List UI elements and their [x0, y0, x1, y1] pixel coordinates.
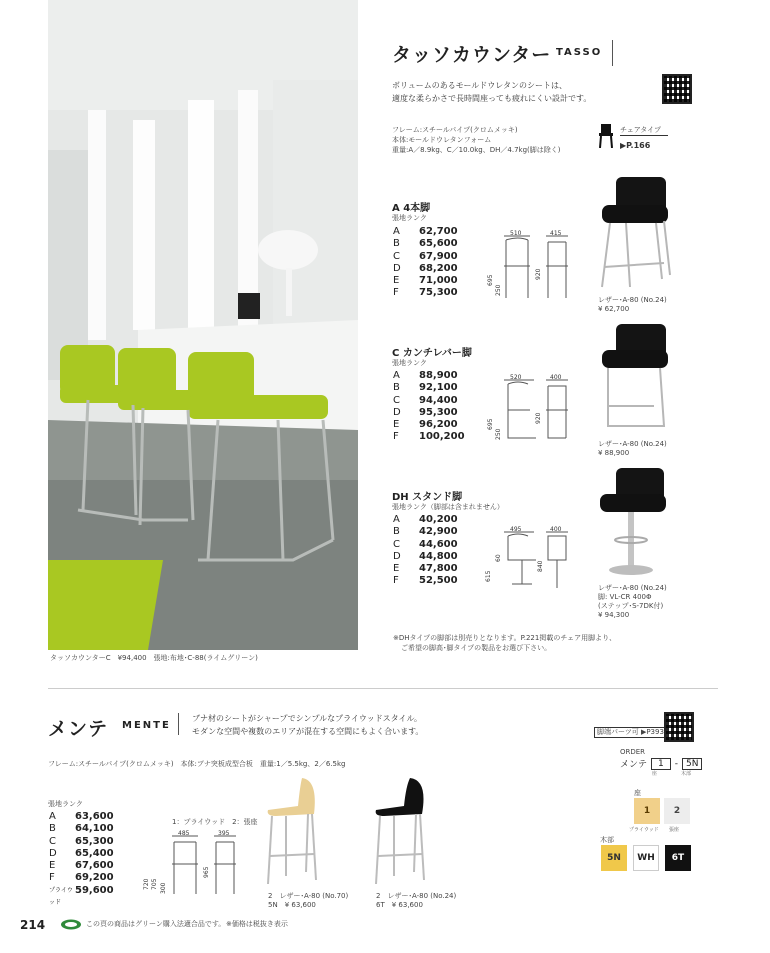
chair-photo-a	[596, 175, 676, 293]
dim-h1: 720	[143, 878, 150, 890]
mente-title-en: MENTE	[122, 720, 171, 731]
spec-frame: フレーム:スチールパイプ(クロムメッキ)	[392, 126, 518, 134]
price-row: F 75,300	[393, 287, 458, 299]
dim-sh: 965	[203, 866, 210, 878]
dim-d: 415	[550, 230, 562, 237]
dim-sh: 840	[537, 560, 544, 572]
chair-type-label: チェアタイプ	[620, 126, 668, 136]
product-title: タッソカウンター	[392, 44, 552, 66]
mente-chair-photo-plywood	[262, 776, 332, 888]
seat-option-plywood[interactable]: 1	[634, 798, 660, 824]
title-divider	[612, 40, 613, 66]
dim-sh: 920	[535, 412, 542, 424]
dim-h: 695	[487, 418, 494, 430]
footnote-line-1: ※DHタイプの脚部は別売りとなります。P.221掲載のチェア用脚より、	[393, 634, 617, 642]
note-c-1: レザー･A-80 (No.24)	[598, 440, 667, 448]
chair-type-icon	[598, 124, 614, 148]
page-number: 214	[20, 918, 46, 932]
wood-option-5n[interactable]: 5N	[601, 845, 627, 871]
price-row: E 71,000	[393, 275, 458, 287]
hero-photo-illustration	[48, 0, 358, 650]
rank-label-a: 張地ランク	[392, 214, 427, 222]
dim-h: 695	[487, 274, 494, 286]
note-dh-3: (ステップ･S-7DK付)	[598, 602, 664, 610]
order-separator: -	[674, 758, 678, 769]
price-row: D 65,400	[49, 847, 114, 859]
price-list-dh	[393, 514, 458, 588]
order-sub-wood: 木部	[681, 771, 692, 777]
price-row: D 95,300	[393, 406, 458, 418]
chair-photo-c	[596, 322, 676, 434]
product-title-en: TASSO	[556, 47, 603, 58]
dim-h: 615	[485, 570, 492, 582]
mente-desc-1: ブナ材のシートがシャープでシンプルなプライウッドスタイル。	[192, 714, 422, 723]
dim-w: 485	[178, 830, 190, 837]
order-box-wood: 5N	[682, 758, 702, 770]
mente-caption-1b: 5N ¥ 63,600	[268, 901, 316, 909]
order-sub-seat: 座	[652, 771, 658, 777]
green-note: この頁の商品はグリーン購入法適合品です。	[86, 920, 226, 928]
desc-line-1: ボリュームのあるモールドウレタンのシートは、	[392, 81, 567, 90]
dim-w: 520	[510, 374, 522, 381]
dim-low: 250	[495, 428, 502, 440]
price-row: D 44,800	[393, 550, 458, 562]
section-title-dh: DH スタンド脚	[392, 492, 463, 503]
hero-caption: タッソカウンターC ¥94,400 張地:布地･C-88(ライムグリーン)	[50, 654, 258, 662]
tax-note: ※価格は税抜き表示	[226, 920, 288, 928]
price-row: F 52,500	[393, 575, 458, 587]
seat-option-upholstered[interactable]: 2	[664, 798, 690, 824]
dim-d: 400	[550, 374, 562, 381]
price-row: B 65,600	[393, 238, 458, 250]
dim-w: 495	[510, 526, 522, 533]
price-row: C 94,400	[393, 394, 458, 406]
mente-chair-photo-black	[370, 776, 440, 888]
chair-photo-dh	[594, 466, 674, 578]
mente-rank-label: 張地ランク	[48, 800, 83, 808]
note-a-1: レザー･A-80 (No.24)	[598, 296, 667, 304]
wood-option-wh[interactable]: WH	[633, 845, 659, 871]
order-code	[620, 748, 702, 777]
price-row: B 42,900	[393, 526, 458, 538]
mente-caption-1a: 2 レザー･A-80 (No.70)	[268, 892, 349, 900]
chair-type-link[interactable]: ▶P.166	[620, 141, 651, 150]
seat-option-plywood-name: プライウッド	[629, 827, 659, 833]
price-row: A 40,200	[393, 514, 458, 525]
mente-title: メンテ	[48, 718, 109, 740]
dimension-diagram-c	[478, 374, 588, 446]
desc-line-2: 適度な柔らかさで長時間座っても疲れにくい設計です。	[392, 94, 592, 103]
section-divider	[48, 688, 718, 689]
price-row: F 100,200	[393, 431, 465, 443]
seat-option-label: 座	[634, 789, 641, 797]
dimension-diagram-dh	[478, 526, 588, 592]
dim-low: 250	[495, 284, 502, 296]
section-title-a: A 4本脚	[392, 203, 431, 214]
price-row: A 62,700	[393, 226, 458, 237]
dim-w: 510	[510, 230, 522, 237]
green-purchasing-icon	[60, 919, 82, 930]
price-list-c	[393, 370, 465, 444]
note-c-2: ¥ 88,900	[598, 449, 630, 457]
order-name: メンテ	[620, 760, 648, 770]
wood-option-label: 木部	[600, 836, 614, 844]
price-row: E 96,200	[393, 419, 458, 431]
spec-body: 本体:モールドウレタンフォーム	[392, 136, 492, 144]
note-dh-1: レザー･A-80 (No.24)	[598, 584, 667, 592]
price-row: プライウッド 59,600	[49, 884, 114, 907]
mente-desc-2: モダンな空間や複数のエリアが混在する空間にもよく合います。	[192, 727, 424, 736]
price-row: F 69,200	[49, 872, 114, 884]
mente-price-list	[49, 811, 114, 909]
spec-weight: 重量:A／8.9kg、C／10.0kg、DH／4.7kg(脚は除く)	[392, 146, 561, 154]
mente-diagram-label: 1：プライウッド 2：張座	[172, 818, 258, 826]
price-row: E 47,800	[393, 563, 458, 575]
mente-qr-code-icon[interactable]	[664, 712, 694, 742]
note-dh-4: ¥ 94,300	[598, 611, 630, 619]
dim-low: 300	[160, 882, 167, 894]
rank-label-c: 張地ランク	[392, 359, 427, 367]
price-row: D 68,200	[393, 262, 458, 274]
mente-dimension-diagram	[138, 828, 248, 898]
note-dh-2: 脚: VL-CR 400Φ	[598, 593, 652, 601]
dim-sh: 920	[535, 268, 542, 280]
parts-badge[interactable]: 脚端パーツ可 ▶P393	[594, 727, 667, 738]
price-row: B 92,100	[393, 382, 458, 394]
dim-d: 400	[550, 526, 562, 533]
mente-spec: フレーム:スチールパイプ(クロムメッキ) 本体:ブナ突板成型合板 重量:1／5.5kg、2／6.5kg	[48, 760, 346, 768]
qr-code-icon[interactable]	[662, 74, 692, 104]
price-row: B 64,100	[49, 823, 114, 835]
mente-title-divider	[178, 713, 179, 735]
rank-label-dh: 張地ランク（脚部は含まれません）	[392, 503, 504, 511]
hero-photo	[48, 0, 358, 650]
dim-h2: 705	[151, 878, 158, 890]
price-row: C 44,600	[393, 538, 458, 550]
dimension-diagram-a	[478, 230, 588, 302]
note-a-2: ¥ 62,700	[598, 305, 630, 313]
dim-low: 60	[495, 554, 502, 562]
seat-option-upholstered-name: 張座	[669, 827, 680, 833]
mente-caption-2a: 2 レザー･A-80 (No.24)	[376, 892, 457, 900]
price-row: C 67,900	[393, 250, 458, 262]
footnote-line-2: ご希望の脚高･脚タイプの製品をお選び下さい。	[401, 644, 552, 652]
wood-option-6t[interactable]: 6T	[665, 845, 691, 871]
section-title-c: C カンチレバー脚	[392, 348, 472, 359]
price-list-a	[393, 226, 458, 300]
price-row: C 65,300	[49, 835, 114, 847]
price-row: A 88,900	[393, 370, 458, 381]
price-row: A 63,600	[49, 811, 114, 822]
order-label: ORDER	[620, 748, 646, 756]
dim-d: 395	[218, 830, 230, 837]
mente-caption-2b: 6T ¥ 63,600	[376, 901, 423, 909]
order-box-seat: 1	[651, 758, 671, 770]
price-row: E 67,600	[49, 860, 114, 872]
